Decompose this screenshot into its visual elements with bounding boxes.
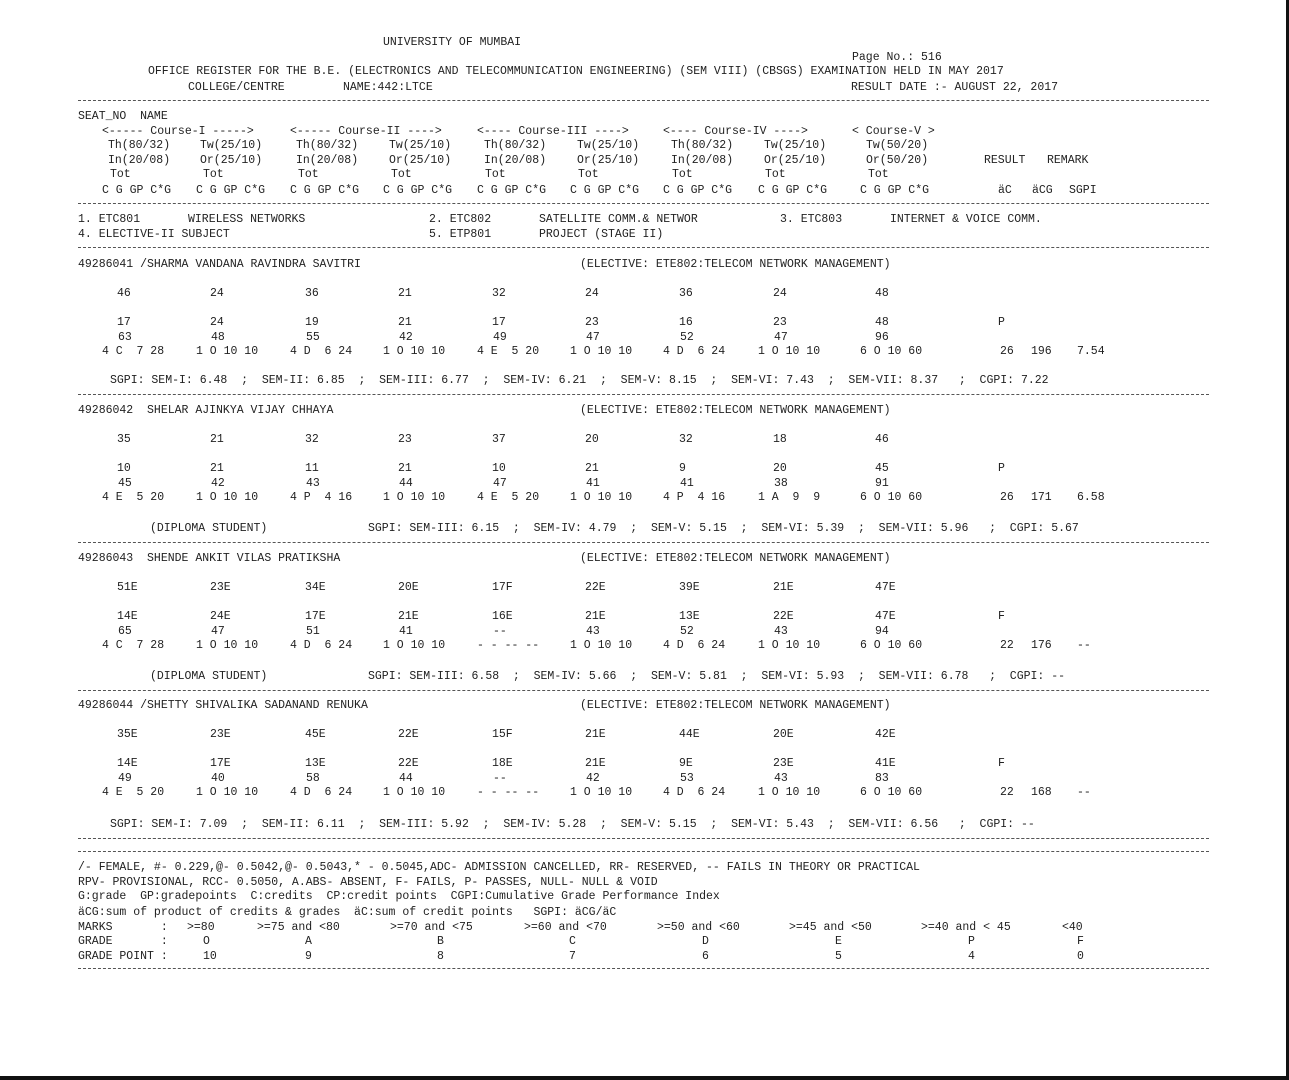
page-edge-bottom: [0, 1076, 1289, 1080]
total-cell: 48: [211, 331, 225, 344]
student-elective: (ELECTIVE: ETE802:TELECOM NETWORK MANAGEMENT): [580, 404, 891, 417]
subject-legend-item: INTERNET & VOICE COMM.: [890, 213, 1042, 226]
grade-cell: 4 D 6 24: [663, 345, 726, 358]
mark-cell: 17F: [492, 581, 513, 594]
mark-cell: 32: [305, 433, 319, 446]
remark-heading: REMARK: [1047, 154, 1089, 167]
separator-line: [78, 247, 1209, 248]
mark-cell: 35E: [117, 728, 138, 741]
mark-cell: 24E: [210, 610, 231, 623]
student-semester-sgpi: SGPI: SEM-I: 7.09 ; SEM-II: 6.11 ; SEM-III: 5.92 ; SEM-IV: 5.28 ; SEM-V: 5.15 ; SEM-VI: 5.43 ; SEM-VII: 6.56 ; CGPI: --: [110, 818, 1035, 831]
mark-cell: 32: [492, 287, 506, 300]
mark-cell: 11: [305, 462, 319, 475]
subject-legend-item: 1. ETC801: [78, 213, 141, 226]
mark-cell: 42E: [875, 728, 896, 741]
student-sum-credits: 22: [1000, 786, 1014, 799]
column-sub-heading: Or(25/10): [389, 154, 452, 167]
grade-cell: 1 O 10 10: [570, 639, 633, 652]
mark-cell: 22E: [585, 581, 606, 594]
total-heading: Tot: [391, 168, 412, 181]
grade-point-value: 8: [437, 950, 444, 963]
course-header: <---- Course-IV ---->: [663, 125, 808, 138]
mark-cell: 17E: [305, 610, 326, 623]
student-seat-name: 49286043 SHENDE ANKIT VILAS PRATIKSHA: [78, 552, 341, 565]
college-name: NAME:442:LTCE: [343, 81, 433, 94]
legend-line: RPV- PROVISIONAL, RCC- 0.5050, A.ABS- ABSENT, F- FAILS, P- PASSES, NULL- NULL & VOID: [78, 876, 658, 889]
separator-line: [78, 394, 1209, 395]
sgpi-heading: SGPI: [1069, 184, 1097, 197]
total-cell: 42: [586, 772, 600, 785]
grade-cell: 4 E 5 20: [102, 786, 165, 799]
column-sub-heading: In(20/08): [108, 154, 171, 167]
column-sub-heading: Tw(25/10): [764, 139, 827, 152]
subject-legend-item: 4. ELECTIVE-II SUBJECT: [78, 228, 230, 241]
mark-cell: 47E: [875, 581, 896, 594]
seat-name-heading: SEAT_NO NAME: [78, 110, 168, 123]
total-heading: Tot: [110, 168, 131, 181]
total-cell: 83: [875, 772, 889, 785]
mark-cell: 34E: [305, 581, 326, 594]
mark-cell: 24: [210, 316, 224, 329]
marks-range: >=60 and <70: [524, 921, 607, 934]
student-semester-sgpi: SGPI: SEM-III: 6.15 ; SEM-IV: 4.79 ; SEM-V: 5.15 ; SEM-VI: 5.39 ; SEM-VII: 5.96 ; CGPI: 5.67: [368, 522, 1079, 535]
column-sub-heading: Th(80/32): [108, 139, 171, 152]
student-result: P: [998, 462, 1005, 475]
register-title: OFFICE REGISTER FOR THE B.E. (ELECTRONICS AND TELECOMMUNICATION ENGINEERING) (SEM VIII) (CBSGS) EXAMINATION HELD IN MAY 2017: [148, 65, 1004, 78]
total-cell: 38: [774, 477, 788, 490]
grade-cell: 1 O 10 10: [758, 345, 821, 358]
marks-label: MARKS :: [78, 921, 168, 934]
column-sub-heading: Or(25/10): [577, 154, 640, 167]
cg-heading: C G GP C*G: [758, 184, 828, 197]
mark-cell: 24: [585, 287, 599, 300]
cg-heading: C G GP C*G: [663, 184, 733, 197]
mark-cell: 23: [585, 316, 599, 329]
mark-cell: 23E: [773, 757, 794, 770]
mark-cell: 17: [117, 316, 131, 329]
grade-cell: 4 P 4 16: [290, 491, 353, 504]
total-heading: Tot: [298, 168, 319, 181]
total-heading: Tot: [765, 168, 786, 181]
cg-heading: C G GP C*G: [860, 184, 930, 197]
grade-letter: C: [569, 935, 576, 948]
total-heading: Tot: [578, 168, 599, 181]
column-sub-heading: Th(80/32): [484, 139, 547, 152]
subject-legend-item: 5. ETP801: [429, 228, 492, 241]
student-result: F: [998, 757, 1005, 770]
grade-cell: 4 C 7 28: [102, 345, 165, 358]
student-sgpi: --: [1077, 786, 1091, 799]
grade-cell: 1 O 10 10: [196, 491, 259, 504]
grade-letter: B: [437, 935, 444, 948]
grade-cell: 6 O 10 60: [860, 491, 923, 504]
mark-cell: 16: [679, 316, 693, 329]
grade-letter: F: [1077, 935, 1084, 948]
result-date: RESULT DATE :- AUGUST 22, 2017: [851, 81, 1059, 94]
mark-cell: 21: [210, 462, 224, 475]
total-cell: 44: [399, 477, 413, 490]
column-sub-heading: Or(25/10): [200, 154, 263, 167]
grade-letter: D: [702, 935, 709, 948]
column-sub-heading: Tw(25/10): [577, 139, 640, 152]
mark-cell: 21E: [773, 581, 794, 594]
total-cell: 40: [211, 772, 225, 785]
mark-cell: 9: [679, 462, 686, 475]
mark-cell: 20: [585, 433, 599, 446]
grade-cell: 6 O 10 60: [860, 345, 923, 358]
total-cell: 41: [586, 477, 600, 490]
mark-cell: 21: [398, 462, 412, 475]
subject-legend-item: WIRELESS NETWORKS: [188, 213, 306, 226]
grade-cell: 4 D 6 24: [663, 639, 726, 652]
column-sub-heading: Tw(50/20): [866, 139, 929, 152]
total-cell: 65: [118, 625, 132, 638]
mark-cell: 17: [492, 316, 506, 329]
grade-cell: 4 E 5 20: [477, 345, 540, 358]
total-cell: 53: [680, 772, 694, 785]
column-sub-heading: Or(50/20): [866, 154, 929, 167]
sum-cg-heading: äCG: [1032, 184, 1053, 197]
grade-point-value: 0: [1077, 950, 1084, 963]
page-number: Page No.: 516: [852, 51, 942, 64]
total-cell: 52: [680, 331, 694, 344]
mark-cell: 13E: [305, 757, 326, 770]
legend-line: G:grade GP:gradepoints C:credits CP:credit points CGPI:Cumulative Grade Performance Index: [78, 890, 720, 903]
marks-range: >=75 and <80: [257, 921, 340, 934]
diploma-student-note: (DIPLOMA STUDENT): [150, 522, 268, 535]
marks-range: >=50 and <60: [657, 921, 740, 934]
column-sub-heading: Or(25/10): [764, 154, 827, 167]
grade-cell: 4 E 5 20: [102, 491, 165, 504]
grade-cell: 1 O 10 10: [196, 345, 259, 358]
marks-range: >=40 and < 45: [921, 921, 1011, 934]
grade-letter: A: [305, 935, 312, 948]
grade-cell: 1 O 10 10: [383, 639, 446, 652]
grade-cell: 1 O 10 10: [570, 786, 633, 799]
separator-line: [78, 542, 1209, 543]
total-cell: 45: [118, 477, 132, 490]
grade-cell: 6 O 10 60: [860, 786, 923, 799]
total-cell: 47: [211, 625, 225, 638]
student-elective: (ELECTIVE: ETE802:TELECOM NETWORK MANAGEMENT): [580, 258, 891, 271]
total-cell: 49: [493, 331, 507, 344]
grade-letter: P: [968, 935, 975, 948]
mark-cell: 41E: [875, 757, 896, 770]
grade-cell: - - -- --: [477, 786, 540, 799]
mark-cell: 21: [398, 316, 412, 329]
mark-cell: 17E: [210, 757, 231, 770]
cg-heading: C G GP C*G: [477, 184, 547, 197]
separator-line: [78, 690, 1209, 691]
course-header: <---- Course-III ---->: [477, 125, 629, 138]
cg-heading: C G GP C*G: [102, 184, 172, 197]
student-elective: (ELECTIVE: ETE802:TELECOM NETWORK MANAGEMENT): [580, 552, 891, 565]
total-cell: 51: [306, 625, 320, 638]
cg-heading: C G GP C*G: [196, 184, 266, 197]
mark-cell: 45: [875, 462, 889, 475]
total-cell: 94: [875, 625, 889, 638]
grade-cell: 1 O 10 10: [570, 491, 633, 504]
grade-label: GRADE :: [78, 935, 168, 948]
grade-point-label: GRADE POINT :: [78, 950, 168, 963]
grade-cell: 4 E 5 20: [477, 491, 540, 504]
mark-cell: 47E: [875, 610, 896, 623]
mark-cell: 24: [773, 287, 787, 300]
separator-line: [78, 838, 1209, 839]
mark-cell: 21E: [398, 610, 419, 623]
mark-cell: 21: [398, 287, 412, 300]
mark-cell: 18E: [492, 757, 513, 770]
mark-cell: 19: [305, 316, 319, 329]
grade-letter: E: [835, 935, 842, 948]
total-cell: 43: [774, 625, 788, 638]
grade-point-value: 4: [968, 950, 975, 963]
total-cell: 43: [586, 625, 600, 638]
diploma-student-note: (DIPLOMA STUDENT): [150, 670, 268, 683]
column-sub-heading: In(20/08): [484, 154, 547, 167]
grade-point-value: 5: [835, 950, 842, 963]
total-cell: 58: [306, 772, 320, 785]
mark-cell: 21E: [585, 757, 606, 770]
subject-legend-item: PROJECT (STAGE II): [539, 228, 664, 241]
mark-cell: 23: [773, 316, 787, 329]
university-title: UNIVERSITY OF MUMBAI: [383, 36, 522, 49]
mark-cell: 16E: [492, 610, 513, 623]
mark-cell: 46: [117, 287, 131, 300]
grade-cell: 1 O 10 10: [758, 786, 821, 799]
mark-cell: 15F: [492, 728, 513, 741]
sum-credits-heading: äC: [998, 184, 1012, 197]
column-sub-heading: Th(80/32): [296, 139, 359, 152]
course-header: < Course-V >: [852, 125, 935, 138]
student-sum-credits: 26: [1000, 491, 1014, 504]
column-sub-heading: Tw(25/10): [389, 139, 452, 152]
cg-heading: C G GP C*G: [290, 184, 360, 197]
total-cell: 55: [306, 331, 320, 344]
total-cell: 49: [118, 772, 132, 785]
marks-range: >=80: [187, 921, 215, 934]
mark-cell: 20: [773, 462, 787, 475]
student-sum-cg: 196: [1031, 345, 1052, 358]
student-sgpi: 6.58: [1077, 491, 1105, 504]
mark-cell: 22E: [773, 610, 794, 623]
column-sub-heading: Th(80/32): [671, 139, 734, 152]
mark-cell: 48: [875, 316, 889, 329]
grade-cell: 1 A 9 9: [758, 491, 821, 504]
mark-cell: 23E: [210, 728, 231, 741]
separator-line: [78, 968, 1209, 969]
mark-cell: 35: [117, 433, 131, 446]
student-sum-cg: 171: [1031, 491, 1052, 504]
total-cell: 91: [875, 477, 889, 490]
total-heading: Tot: [485, 168, 506, 181]
student-semester-sgpi: SGPI: SEM-III: 6.58 ; SEM-IV: 5.66 ; SEM-V: 5.81 ; SEM-VI: 5.93 ; SEM-VII: 6.78 ; CGPI: --: [368, 670, 1066, 683]
mark-cell: 9E: [679, 757, 693, 770]
grade-cell: 1 O 10 10: [383, 786, 446, 799]
student-sum-cg: 176: [1031, 639, 1052, 652]
grade-point-value: 10: [203, 950, 217, 963]
mark-cell: 48: [875, 287, 889, 300]
mark-cell: 36: [305, 287, 319, 300]
column-sub-heading: Tw(25/10): [200, 139, 263, 152]
mark-cell: 22E: [398, 757, 419, 770]
total-heading: Tot: [672, 168, 693, 181]
cg-heading: C G GP C*G: [570, 184, 640, 197]
marks-range: >=45 and <50: [789, 921, 872, 934]
result-heading: RESULT: [984, 154, 1026, 167]
mark-cell: 39E: [679, 581, 700, 594]
college-centre-label: COLLEGE/CENTRE: [188, 81, 285, 94]
grade-cell: 1 O 10 10: [758, 639, 821, 652]
course-header: <----- Course-II ---->: [290, 125, 442, 138]
grade-cell: 4 P 4 16: [663, 491, 726, 504]
student-result: P: [998, 316, 1005, 329]
grade-cell: 4 D 6 24: [290, 639, 353, 652]
total-cell: --: [493, 625, 507, 638]
column-sub-heading: In(20/08): [296, 154, 359, 167]
marks-range: >=70 and <75: [390, 921, 473, 934]
mark-cell: 13E: [679, 610, 700, 623]
separator-line: [78, 203, 1209, 204]
total-cell: 41: [680, 477, 694, 490]
legend-line: äCG:sum of product of credits & grades äC:sum of credit points SGPI: äCG/äC: [78, 906, 617, 919]
cg-heading: C G GP C*G: [383, 184, 453, 197]
total-cell: 52: [680, 625, 694, 638]
mark-cell: 32: [679, 433, 693, 446]
total-cell: 43: [306, 477, 320, 490]
grade-cell: 4 D 6 24: [663, 786, 726, 799]
student-sum-credits: 26: [1000, 345, 1014, 358]
student-result: F: [998, 610, 1005, 623]
separator-line: [78, 100, 1209, 101]
student-seat-name: 49286041 /SHARMA VANDANA RAVINDRA SAVITRI: [78, 258, 361, 271]
subject-legend-item: 3. ETC803: [780, 213, 843, 226]
mark-cell: 14E: [117, 757, 138, 770]
student-sgpi: --: [1077, 639, 1091, 652]
grade-cell: 4 D 6 24: [290, 345, 353, 358]
mark-cell: 21: [585, 462, 599, 475]
grade-cell: - - -- --: [477, 639, 540, 652]
mark-cell: 45E: [305, 728, 326, 741]
total-heading: Tot: [868, 168, 889, 181]
total-cell: 63: [118, 331, 132, 344]
grade-point-value: 6: [702, 950, 709, 963]
mark-cell: 36: [679, 287, 693, 300]
mark-cell: 21: [210, 433, 224, 446]
mark-cell: 21E: [585, 610, 606, 623]
mark-cell: 10: [492, 462, 506, 475]
mark-cell: 51E: [117, 581, 138, 594]
grade-cell: 1 O 10 10: [383, 345, 446, 358]
total-cell: 42: [399, 331, 413, 344]
mark-cell: 14E: [117, 610, 138, 623]
student-elective: (ELECTIVE: ETE802:TELECOM NETWORK MANAGEMENT): [580, 699, 891, 712]
column-sub-heading: In(20/08): [671, 154, 734, 167]
total-cell: 47: [493, 477, 507, 490]
total-cell: 47: [586, 331, 600, 344]
grade-cell: 4 D 6 24: [290, 786, 353, 799]
mark-cell: 18: [773, 433, 787, 446]
marks-range: <40: [1062, 921, 1083, 934]
total-cell: 47: [774, 331, 788, 344]
separator-line: [78, 851, 1209, 852]
legend-line: /- FEMALE, #- 0.229,@- 0.5042,@- 0.5043,* - 0.5045,ADC- ADMISSION CANCELLED, RR- RESERVED, -- FAILS IN THEORY OR PRACTICAL: [78, 861, 920, 874]
grade-cell: 1 O 10 10: [383, 491, 446, 504]
mark-cell: 10: [117, 462, 131, 475]
mark-cell: 46: [875, 433, 889, 446]
subject-legend-item: 2. ETC802: [429, 213, 492, 226]
student-sgpi: 7.54: [1077, 345, 1105, 358]
mark-cell: 23: [398, 433, 412, 446]
total-heading: Tot: [203, 168, 224, 181]
total-cell: 42: [211, 477, 225, 490]
grade-letter: O: [203, 935, 210, 948]
total-cell: 43: [774, 772, 788, 785]
total-cell: 96: [875, 331, 889, 344]
grade-cell: 6 O 10 60: [860, 639, 923, 652]
total-cell: --: [493, 772, 507, 785]
mark-cell: 20E: [773, 728, 794, 741]
mark-cell: 22E: [398, 728, 419, 741]
grade-point-value: 9: [305, 950, 312, 963]
grade-cell: 4 C 7 28: [102, 639, 165, 652]
student-semester-sgpi: SGPI: SEM-I: 6.48 ; SEM-II: 6.85 ; SEM-III: 6.77 ; SEM-IV: 6.21 ; SEM-V: 8.15 ; SEM-VI: 7.43 ; SEM-VII: 8.37 ; CGPI: 7.22: [110, 374, 1049, 387]
subject-legend-item: SATELLITE COMM.& NETWOR: [539, 213, 698, 226]
grade-cell: 1 O 10 10: [196, 639, 259, 652]
mark-cell: 44E: [679, 728, 700, 741]
total-cell: 44: [399, 772, 413, 785]
student-seat-name: 49286042 SHELAR AJINKYA VIJAY CHHAYA: [78, 404, 334, 417]
mark-cell: 23E: [210, 581, 231, 594]
student-seat-name: 49286044 /SHETTY SHIVALIKA SADANAND RENUKA: [78, 699, 368, 712]
mark-cell: 21E: [585, 728, 606, 741]
total-cell: 41: [399, 625, 413, 638]
mark-cell: 24: [210, 287, 224, 300]
student-sum-cg: 168: [1031, 786, 1052, 799]
mark-cell: 37: [492, 433, 506, 446]
grade-point-value: 7: [569, 950, 576, 963]
grade-cell: 1 O 10 10: [196, 786, 259, 799]
grade-cell: 1 O 10 10: [570, 345, 633, 358]
course-header: <----- Course-I ----->: [102, 125, 254, 138]
student-sum-credits: 22: [1000, 639, 1014, 652]
mark-cell: 20E: [398, 581, 419, 594]
